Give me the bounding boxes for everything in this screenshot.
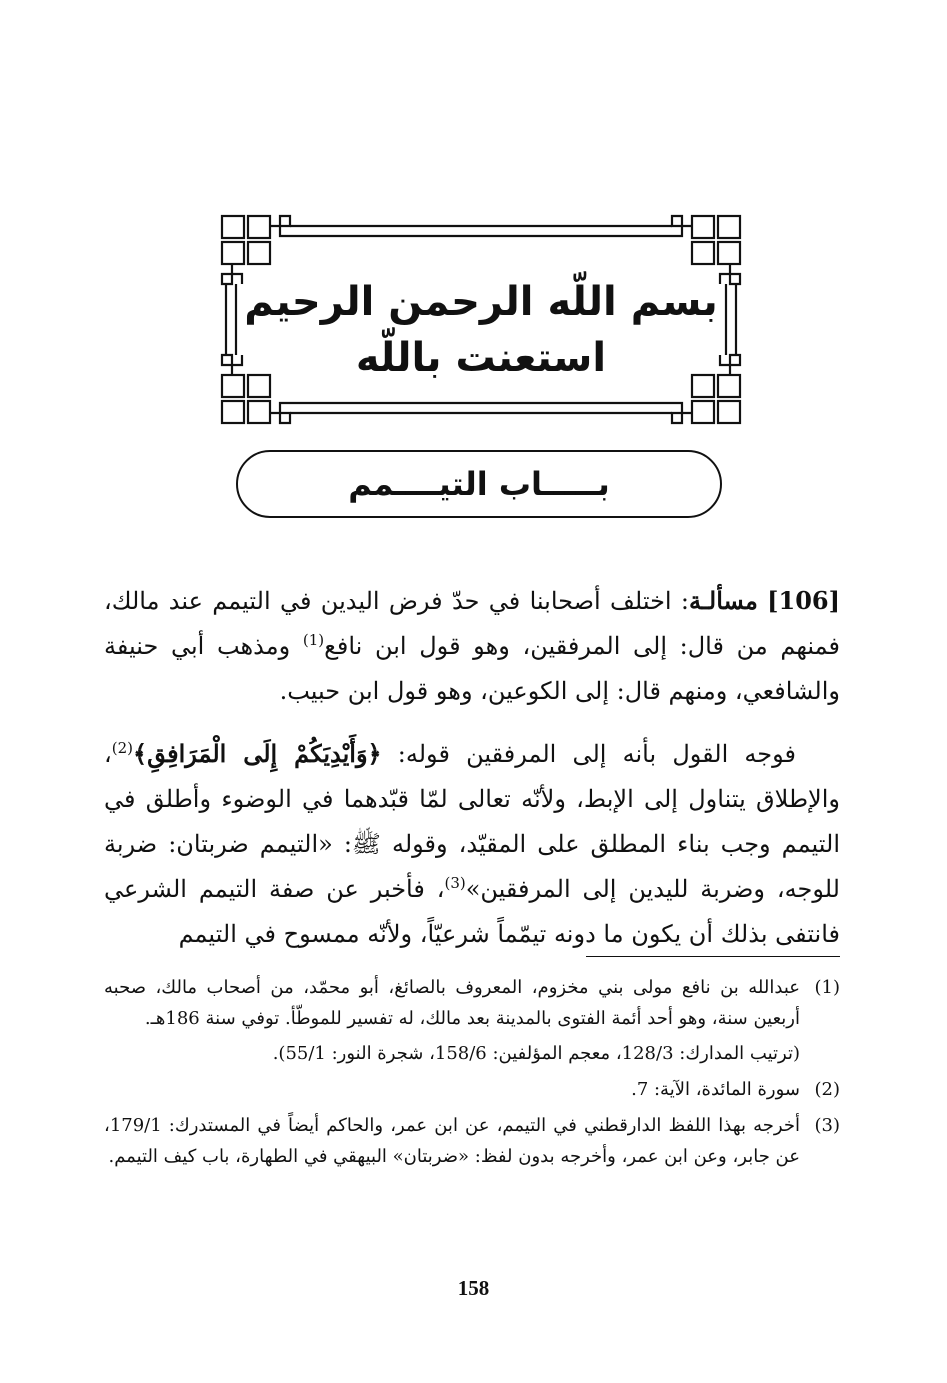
footnote-number: (2) <box>814 1079 840 1100</box>
paragraph-2-text-c: ، فأخبر عن صفة التيمم الشرعي فانتفى بذلك أن يكون ما دونه تيمّماً شرعيّاً، ولأنّه ممسوح في التيمم <box>104 875 840 948</box>
footnote-text <box>104 1110 800 1172</box>
chapter-title: بـــــاب التيــــمم <box>348 465 610 503</box>
paragraph-2-text-b: ، والإطلاق يتناول إلى الإبط، ولأنّه تعالى لمّا قبّدهما في الوضوء وأطلق في التيمم وجب بناء المطلق على المقيّد، وقوله ﷺ: «التيمم ضربتان: ضربة للوجه، وضربة لليدين إلى المرفقين» <box>104 740 840 903</box>
paragraph-1-text-b: ومذهب أبي حنيفة والشافعي، ومنهم قال: إلى الكوعين، وهو قول ابن حبيب. <box>104 632 840 705</box>
paragraph-1-text: : اختلف أصحابنا في حدّ فرض اليدين في التيمم عند مالك، فمنهم من قال: إلى المرفقين، وهو قول ابن نافع <box>104 587 840 660</box>
quran-verse: ﴿وَأَيْدِيَكُمْ إِلَى الْمَرَافِقِ﴾ <box>133 739 382 768</box>
basmala-line-2: استعنت باللّه <box>355 335 607 381</box>
issue-number: [106] <box>767 586 840 615</box>
paragraph-2 <box>104 731 840 957</box>
issue-label: مسألـة <box>689 586 758 615</box>
footnote-ref-3[interactable]: (3) <box>444 874 466 892</box>
footnote-separator <box>586 956 840 957</box>
chapter-heading-box <box>236 450 722 518</box>
footnote-number: (1) <box>814 977 840 998</box>
basmala-frame <box>218 212 744 427</box>
footnote-body: أخرجه بهذا اللفظ الدارقطني في التيمم، عن ابن عمر، والحاكم أيضاً في المستدرك: 179/1، عن جابر، وعن ابن عمر، وأخرجه بدون لفظ: «ضربتان» البيهقي في الطهارة، باب كيف التيمم. <box>104 1115 800 1167</box>
paragraph-2-text-a: فوجه القول بأنه إلى المرفقين قوله: <box>381 740 797 768</box>
footnote-ref-1[interactable]: (1) <box>302 631 325 649</box>
footnote-number: (3) <box>814 1115 840 1136</box>
basmala-text <box>218 274 744 386</box>
footnote-sources: (ترتيب المدارك: 128/3، معجم المؤلفين: 158/6، شجرة النور: 55/1). <box>272 1043 800 1064</box>
main-text <box>104 578 840 957</box>
basmala-line-1: بسم اللّه الرحمن الرحيم <box>244 279 718 325</box>
footnotes <box>104 972 840 1177</box>
footnote-body: سورة المائدة، الآية: 7. <box>631 1079 800 1100</box>
footnote-ref-2[interactable]: (2) <box>111 739 134 757</box>
footnote-1 <box>104 972 840 1069</box>
footnote-body: عبدالله بن نافع مولى بني مخزوم، المعروف بالصائغ، أبو محمّد، من أصحاب مالك، صحبه أربعين سنة، وهو أحد أئمة الفتوى بالمدينة بعد مالك، له تفسير للموطّأ. توفي سنة 186هـ. <box>104 977 800 1029</box>
page-number: 158 <box>457 1276 490 1300</box>
footnote-text <box>104 972 800 1069</box>
paragraph-1 <box>104 578 840 714</box>
footnote-3 <box>104 1110 840 1172</box>
footnote-2 <box>104 1074 840 1105</box>
footnote-text <box>104 1074 800 1105</box>
